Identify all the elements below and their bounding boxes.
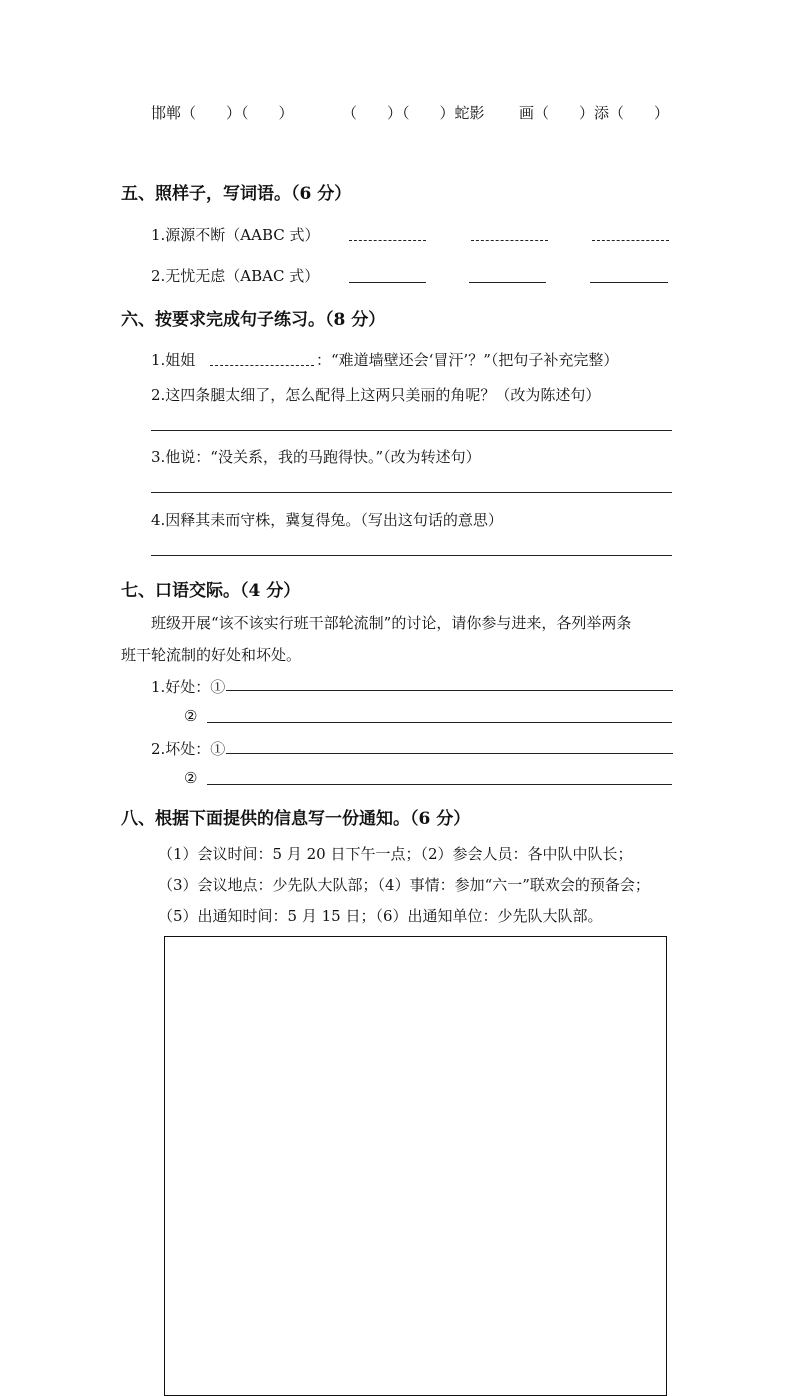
section6-heading: 六、按要求完成句子练习。（8 分）: [121, 310, 386, 330]
idiom-item-3: 画（ ）添（ ）: [519, 104, 670, 122]
section7-paragraph-line1: 班级开展“该不该实行班干部轮流制”的讨论，请你参与进来，各列举两条: [151, 614, 632, 632]
section6-q4: 4.因释其耒而守株，冀复得兔。（写出这句话的意思）: [151, 511, 503, 529]
answer-line[interactable]: [207, 722, 672, 723]
answer-line[interactable]: [151, 555, 672, 556]
answer-line[interactable]: [226, 753, 673, 754]
section7-paragraph-line2: 班干轮流制的好处和坏处。: [121, 646, 302, 664]
section6-q3: 3.他说：“没关系，我的马跑得快。”（改为转述句）: [151, 448, 481, 466]
idiom-item-2: （ ）（ ）蛇影: [342, 104, 485, 122]
section6-q1-prefix: 1.姐姐: [151, 351, 196, 369]
section7-heading: 七、口语交际。（4 分）: [121, 581, 301, 601]
answer-blank[interactable]: [469, 282, 546, 283]
section8-line1: （1）会议时间：5 月 20 日下午一点；（2）参会人员：各中队中队长；: [158, 845, 633, 863]
section8-line3: （5）出通知时间：5 月 15 日；（6）出通知单位：少先队大队部。: [158, 907, 603, 925]
section6-q2: 2.这四条腿太细了，怎么配得上这两只美丽的角呢？（改为陈述句）: [151, 386, 601, 404]
answer-blank[interactable]: [349, 240, 426, 241]
section5-item2-label: 2.无忧无虑（ABAC 式）: [151, 267, 320, 285]
answer-blank[interactable]: [349, 282, 426, 283]
answer-line[interactable]: [151, 492, 672, 493]
good-circle-2: ②: [184, 707, 198, 725]
answer-line[interactable]: [226, 690, 673, 691]
section8-line2: （3）会议地点：少先队大队部；（4）事情：参加“六一”联欢会的预备会；: [158, 876, 650, 894]
answer-line[interactable]: [207, 784, 672, 785]
idiom-item-1: 邯郸（ ）（ ）: [151, 104, 294, 122]
section6-q1-suffix: ：“难道墙壁还会‘冒汗’？”（把句子补充完整）: [316, 351, 619, 369]
section5-item1-label: 1.源源不断（AABC 式）: [151, 226, 320, 244]
answer-line[interactable]: [151, 430, 672, 431]
bad-circle-2: ②: [184, 769, 198, 787]
answer-blank[interactable]: [471, 240, 548, 241]
answer-blank[interactable]: [592, 240, 669, 241]
notice-writing-box[interactable]: [164, 936, 667, 1396]
good-label: 1.好处：①: [151, 678, 226, 696]
answer-blank[interactable]: [590, 282, 668, 283]
section5-heading: 五、照样子，写词语。（6 分）: [121, 184, 352, 204]
section8-heading: 八、根据下面提供的信息写一份通知。（6 分）: [121, 809, 471, 829]
bad-label: 2.坏处：①: [151, 740, 226, 758]
answer-blank[interactable]: [210, 365, 314, 366]
